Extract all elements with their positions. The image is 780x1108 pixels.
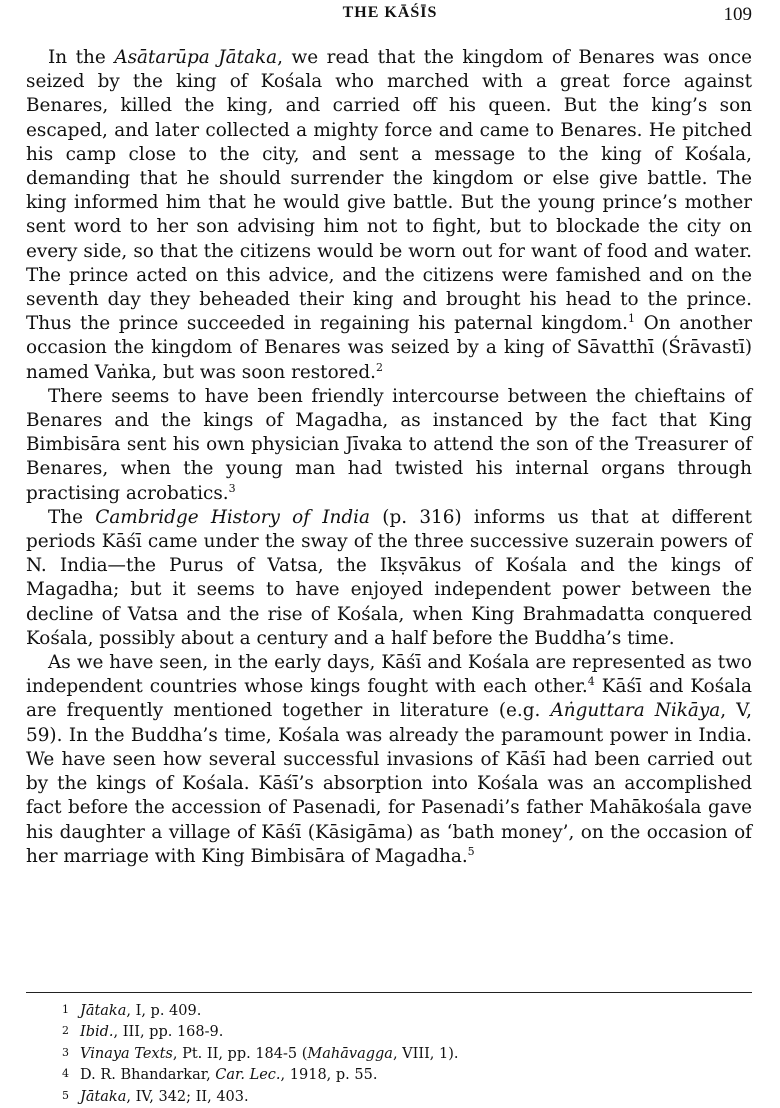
footnote-4: [62, 1064, 742, 1085]
text-run: As we have seen, in the early days, Kāśī and Kośala are represented as two independent countries whose kings fought with each other.: [26, 652, 752, 698]
running-header: [28, 4, 752, 28]
footnote-text: , Pt. II, pp. 184-5 (: [172, 1045, 308, 1062]
paragraph-3: [26, 506, 752, 651]
footnote-text: , 1918, p. 55.: [280, 1067, 378, 1084]
footnote-text: , I, p. 409.: [126, 1003, 202, 1019]
footnote-text: , IV, 342; II, 403.: [126, 1088, 249, 1105]
footnote-title: Mahāvagga: [307, 1045, 393, 1062]
footnote-text: , III, pp. 168-9.: [113, 1024, 224, 1041]
footnote-ref-1[interactable]: 1: [628, 312, 635, 326]
footnote-text: D. R. Bhandarkar,: [80, 1067, 216, 1084]
footnote-number: 2: [62, 1024, 69, 1038]
footnote-title: Car. Lec.: [215, 1067, 281, 1084]
footnote-2: [62, 1021, 742, 1042]
page-number: 109: [723, 4, 752, 25]
footnote-number: 1: [62, 1003, 69, 1016]
footnote-number: 3: [62, 1045, 69, 1059]
text-run: Kāśī and Kośala are frequently mentioned together in literature (e.g.: [26, 676, 752, 722]
paragraph-4: [26, 651, 752, 869]
footnote-1: [62, 1000, 742, 1021]
footnote-number: 4: [62, 1067, 69, 1081]
footnote-divider: [26, 992, 752, 993]
paragraph-2: [26, 385, 752, 506]
footnote-text: , VIII, 1).: [392, 1045, 459, 1062]
footnote-3: [62, 1043, 742, 1064]
text-run: , we read that the kingdom of Benares was once seized by the king of Kośala who marched with a great force against Benares, killed the king, and carried off his queen. But the king’s son escaped, and later collected a mighty force and came to Benares. He pitched his camp close to the city, and sent a message to the king of Kośala, demanding that he should surrender the kingdom or else give battle. The king informed him that he would give battle. But the young prince’s mother sent word to her son advising him not to fight, but to blockade the city on every side, so that the citizens would be worn out for want of food and water. The prince acted on this advice, and the citizens were famished and on the seventh day they beheaded their king and brought his head to the prince. Thus the prince succeeded in regaining his paternal kingdom.: [26, 47, 752, 335]
text-run: The: [48, 506, 96, 528]
footnote-5: [62, 1086, 742, 1107]
work-title: Cambridge History of India: [95, 506, 371, 528]
footnote-title: Ibid.: [80, 1024, 114, 1041]
body-text: [26, 46, 752, 869]
footnote-title: Jātaka: [80, 1088, 127, 1105]
footnote-number: 5: [62, 1088, 69, 1102]
paragraph-1: [26, 46, 752, 385]
footnote-ref-2[interactable]: 2: [375, 360, 383, 374]
footnote-ref-3[interactable]: 3: [228, 481, 236, 495]
text-run: , V, 59). In the Buddha’s time, Kośala was already the paramount power in India. We have seen how several successful invasions of Kāśī had been carried out by the kings of Kośala. Kāśī’s absorption into Kośala was an accomplished fact before the accession of Pasenadi, for Pasenadi’s father Mahākośala gave his daughter a village of Kāśī (Kāsigāma) as ‘bath money’, on the occasion of her marriage with King Bimbisāra of Magadha.: [26, 700, 752, 867]
work-title: Asātarūpa Jātaka: [114, 47, 278, 68]
footnote-ref-4[interactable]: 4: [587, 675, 595, 689]
text-run: There seems to have been friendly intercourse between the chieftains of Benares and the kings of Magadha, as instanced by the fact that King Bimbisāra sent his own physician Jīvaka to attend the son of the Treasurer of Benares, when the young man had twisted his internal organs through practising acrobatics.: [26, 385, 752, 504]
running-title: THE KĀŚĪS: [342, 4, 438, 21]
work-title: Aṅguttara Nikāya: [550, 700, 721, 722]
footnote-title: Jātaka: [80, 1003, 127, 1019]
footnote-ref-5[interactable]: 5: [467, 844, 475, 858]
text-run: In the: [48, 47, 115, 68]
text-run: On another occasion the kingdom of Benares was seized by a king of Sāvatthī (Śrāvastī) named Vaṅka, but was soon restored.: [26, 313, 752, 383]
footnote-title: Vinaya Texts: [80, 1045, 173, 1062]
text-run: (p. 316) informs us that at different periods Kāśī came under the sway of the three successive suzerain powers of N. India—the Purus of Vatsa, the Ikṣvākus of Kośala and the kings of Magadha; but it seems to have enjoyed independent power between the decline of Vatsa and the rise of Kośala, when King Brahmadatta conquered Kośala, possibly about a century and a half before the Buddha’s time.: [26, 506, 752, 649]
footnotes: [62, 1000, 742, 1107]
